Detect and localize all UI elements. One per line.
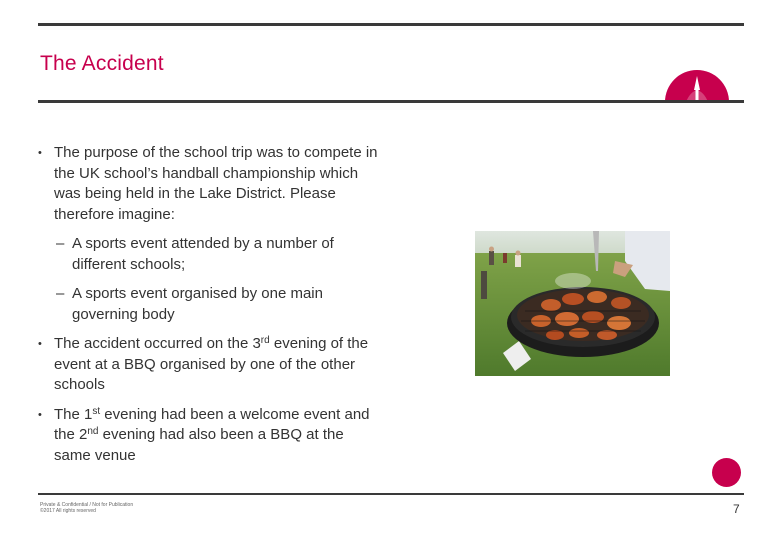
footer-rule — [38, 493, 744, 495]
slide-body — [38, 143, 383, 475]
bullet-accident — [38, 334, 383, 396]
bullet-purpose — [38, 143, 383, 225]
brand-dot-icon — [712, 458, 741, 487]
bullet-text: The purpose of the school trip was to compete in the UK school’s handball championship which was being held in the Lake District. Please therefore imagine: — [54, 144, 378, 223]
header-rule — [38, 100, 744, 103]
brand-logo-icon — [664, 68, 730, 102]
bullet-symbol: • — [38, 147, 42, 159]
bullet-symbol: • — [38, 408, 42, 421]
slide-title: The Accident — [40, 52, 164, 75]
dash-symbol: – — [56, 235, 65, 252]
bullet-text: The 1st evening had been a welcome event and the 2nd evening had also been a BBQ at the same venue — [54, 405, 370, 464]
sub-bullet-text: A sports event attended by a number of different schools; — [72, 235, 334, 273]
top-rule — [38, 23, 744, 26]
sub-bullet-governing-body — [38, 284, 383, 325]
footer-note — [40, 502, 133, 514]
bullet-evenings — [38, 405, 383, 467]
bbq-grill-photo — [475, 231, 670, 376]
sub-bullet-text: A sports event organised by one main governing body — [72, 285, 323, 323]
page-number: 7 — [733, 502, 740, 516]
sub-bullet-schools — [38, 234, 383, 275]
footer-line-2: ©2017 All rights reserved — [40, 508, 96, 514]
bullet-symbol: • — [38, 338, 42, 350]
bullet-text: The accident occurred on the 3rd evening of the event at a BBQ organised by one of the other schools — [54, 335, 369, 393]
footer-line-1: Private & Confidential / Not for Publication — [40, 502, 134, 508]
dash-symbol: – — [56, 285, 65, 302]
